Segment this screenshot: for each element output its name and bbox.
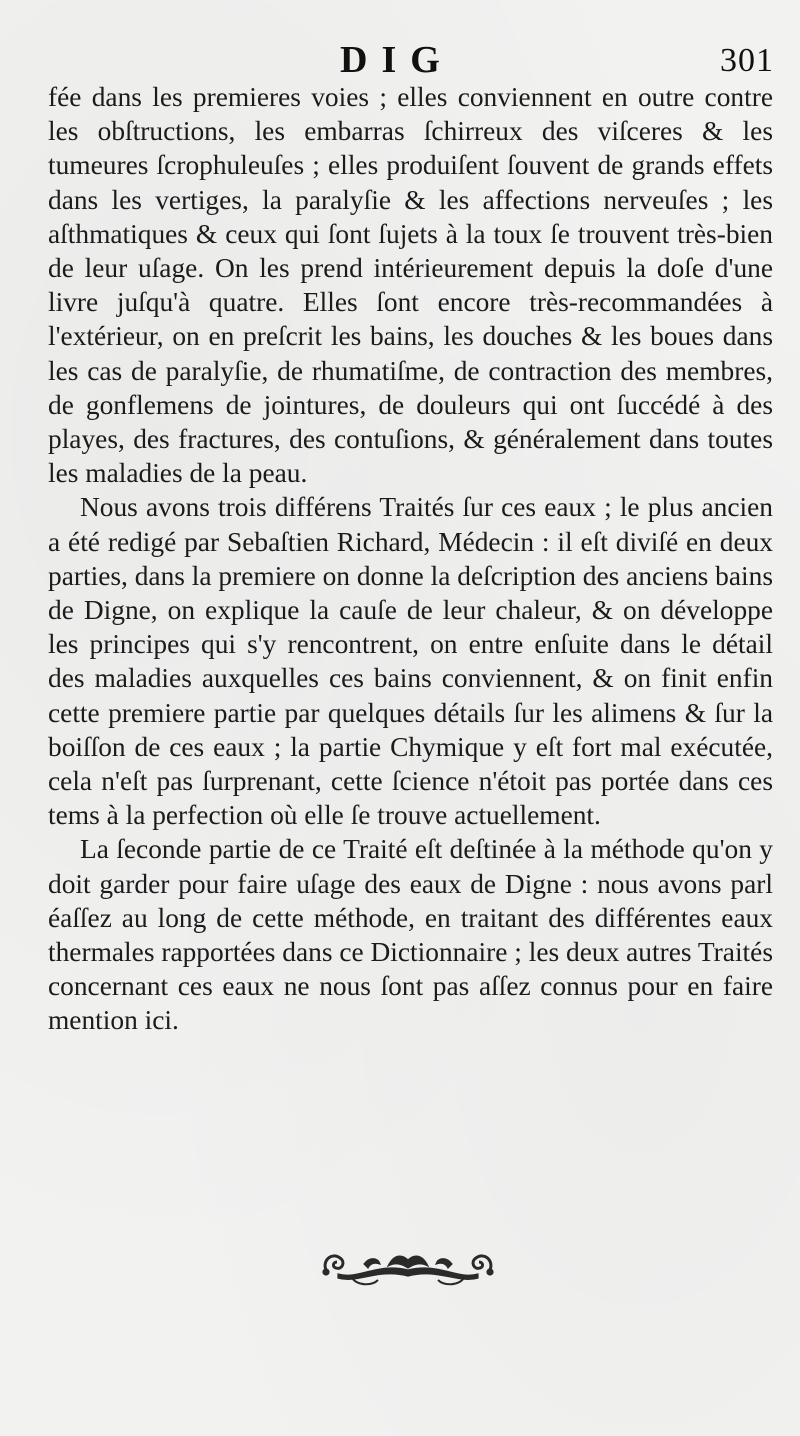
paragraph-1: fée dans les premieres voies ; elles conviennent en outre contre les obſtructions, les embarras ſchirreux des viſceres & les tumeures ſcrophuleuſes ; elles produiſent ſouvent de grands effets dans les vertiges, la paralyſie & les affections nerveuſes ; les aſthmatiques & ceux qui ſont ſujets à la toux ſe trouvent très-bien de leur uſage. On les prend intérieurement depuis la doſe d'une livre juſqu'à quatre. Elles ſont encore très-recommandées à l'extérieur, on en preſcrit les bains, les douches & les boues dans les cas de paralyſie, de rhumatiſme, de contraction des membres, de gonflemens de jointures, de douleurs qui ont ſuccédé à des playes, des fractures, des contuſions, & généralement dans toutes les maladies de la peau.	[48, 82, 773, 489]
running-head-title: DIG	[340, 39, 454, 81]
paragraph-2: Nous avons trois différens Traités ſur ces eaux ; le plus ancien a été redigé par Sebaſtien Richard, Médecin : il eſt diviſé en deux parties, dans la premiere on donne la deſcription des anciens bains de Digne, on explique la cauſe de leur chaleur, & on développe les principes qui s'y rencontrent, on entre enſuite dans le détail des maladies auxquelles ces bains conviennent, & on finit enfin cette premiere partie par quelques détails ſur les alimens & ſur la boiſſon de ces eaux ; la partie Chymique y eſt fort mal exécutée, cela n'eſt pas ſurprenant, cette ſcience n'étoit pas portée dans ces tems à la perfection où elle ſe trouve actuellement.	[48, 492, 773, 831]
floral-vignette-icon	[318, 1240, 498, 1288]
body-text	[48, 80, 773, 1038]
paragraph-3: La ſeconde partie de ce Traité eſt deſtinée à la méthode qu'on y doit garder pour faire uſage des eaux de Digne : nous avons parl éaſſez au long de cette méthode, en traitant des différentes eaux thermales rapportées dans ce Dictionnaire ; les deux autres Traités concernant ces eaux ne nous ſont pas aſſez connus pour en faire mention ici.	[48, 834, 773, 1036]
page-number: 301	[720, 42, 774, 79]
